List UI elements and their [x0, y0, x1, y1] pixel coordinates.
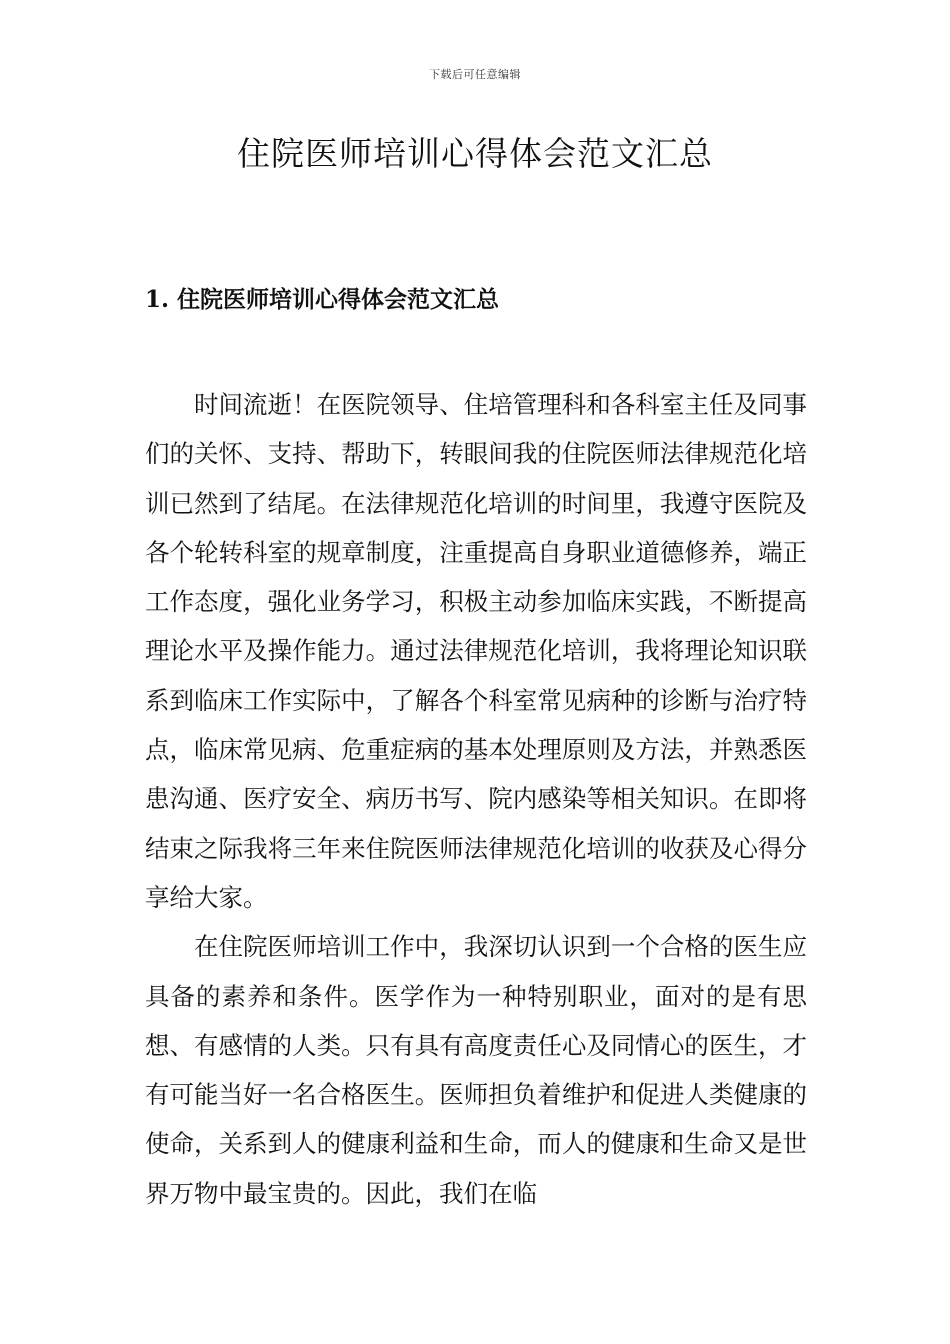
document-body: [145, 380, 807, 1218]
header-note: 下载后可任意编辑: [429, 68, 521, 81]
paragraph-2: 在住院医师培训工作中，我深切认识到一个合格的医生应具备的素养和条件。医学作为一种特别职业，面对的是有思想、有感情的人类。只有具有高度责任心及同情心的医生，才有可能当好一名合格医生。医师担负着维护和促进人类健康的使命，关系到人的健康利益和生命，而人的健康和生命又是世界万物中最宝贵的。因此，我们在临: [145, 932, 807, 1208]
document-title: 住院医师培训心得体会范文汇总: [237, 134, 713, 173]
paragraph-1: 时间流逝！在医院领导、住培管理科和各科室主任及同事们的关怀、支持、帮助下，转眼间我的住院医师法律规范化培训已然到了结尾。在法律规范化培训的时间里，我遵守医院及各个轮转科室的规章制度，注重提高自身职业道德修养，端正工作态度，强化业务学习，积极主动参加临床实践，不断提高理论水平及操作能力。通过法律规范化培训，我将理论知识联系到临床工作实际中，了解各个科室常见病种的诊断与治疗特点，临床常见病、危重症病的基本处理原则及方法，并熟悉医患沟通、医疗安全、病历书写、院内感染等相关知识。在即将结束之际我将三年来住院医师法律规范化培训的收获及心得分享给大家。: [145, 390, 807, 912]
section-heading: 1. 住院医师培训心得体会范文汇总: [145, 286, 500, 313]
